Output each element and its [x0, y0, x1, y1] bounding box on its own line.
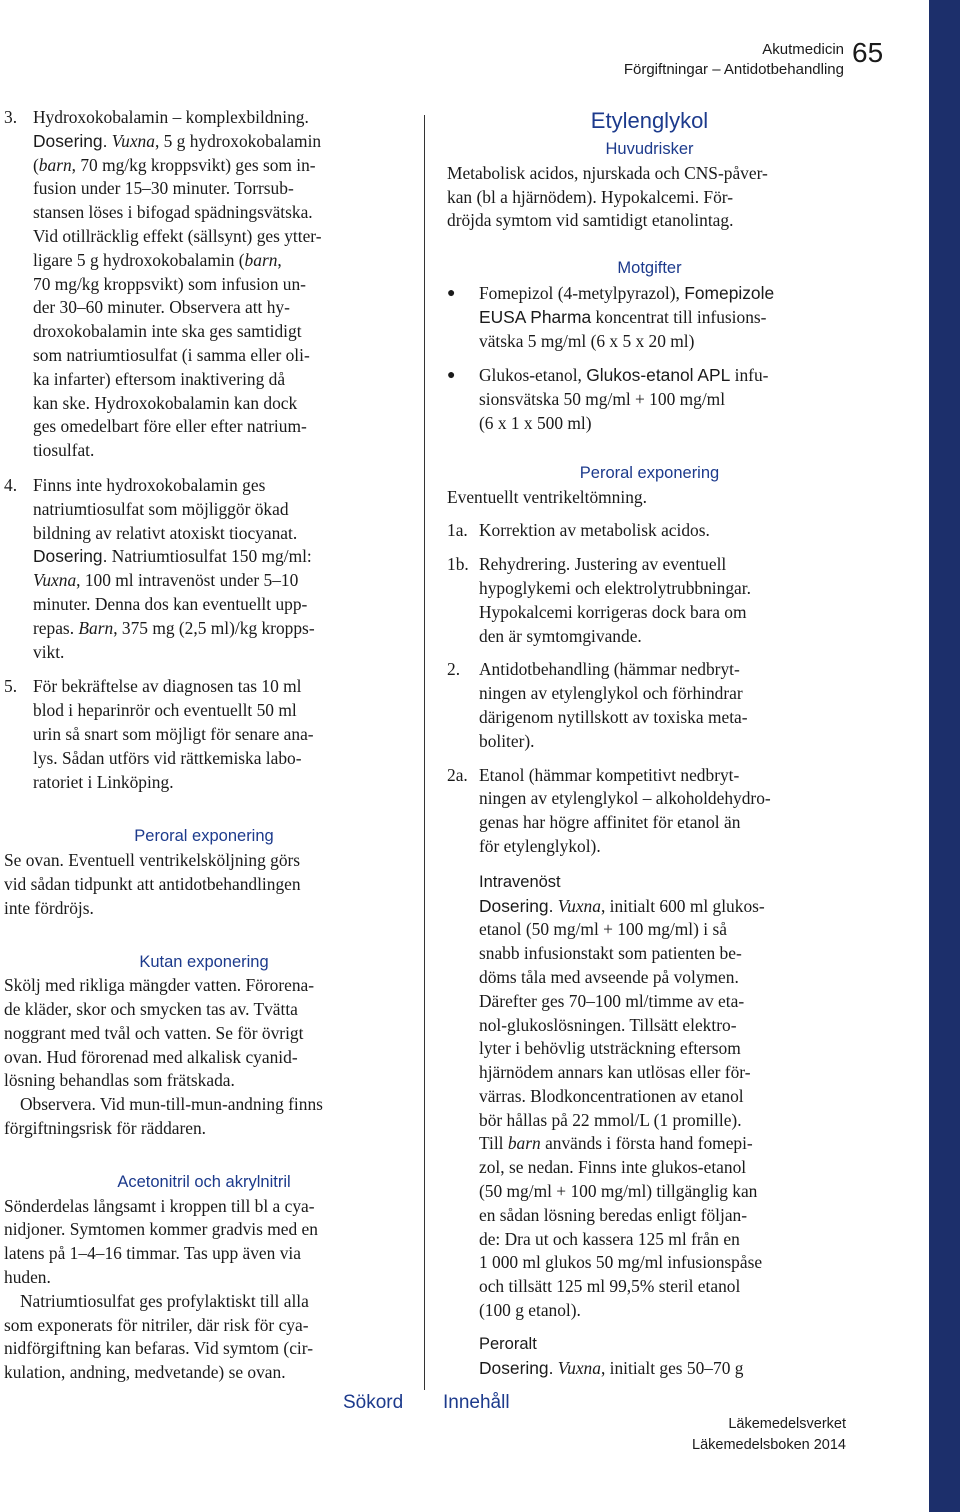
text-line: , 100 ml intravenöst under 5–10 — [76, 570, 299, 591]
text-line: Antidotbehandling (hämmar nedbryt- — [479, 659, 740, 680]
text-line: Glukos-etanol, — [479, 365, 587, 386]
text-line: natriumtiosulfat som möjliggör ökad — [33, 498, 289, 519]
text-line: Se ovan. Eventuell ventrikelsköljning görs — [4, 850, 301, 871]
text-line: för etylenglykol). — [479, 835, 601, 856]
text-line: , initialt 600 ml glukos- — [600, 895, 765, 916]
text-line: ges omedelbart före eller efter natrium- — [33, 416, 307, 437]
text-line: huden. — [4, 1267, 51, 1288]
antidote-item — [447, 364, 852, 435]
intravenous-block — [447, 871, 852, 1381]
list-number: 5. — [4, 676, 18, 697]
text-line: Till — [479, 1133, 508, 1154]
text-line: ningen av etylenglykol och förhindrar — [479, 683, 743, 704]
text-line: bör hållas på 22 mmol/L (1 promille). — [479, 1109, 742, 1130]
text-line: minuter. Denna dos kan eventuellt upp- — [33, 593, 308, 614]
text-line: koncentrat till infusions- — [591, 306, 767, 327]
text-line: För bekräftelse av diagnosen tas 10 ml — [33, 676, 302, 697]
text-line: Eventuellt ventrikeltömning. — [447, 486, 647, 507]
step-number: 1b. — [447, 554, 469, 575]
text-italic: barn — [507, 1133, 541, 1154]
text-line: 70 mg/kg kroppsvikt) som infusion un- — [33, 273, 306, 294]
product-name: Fomepizole — [684, 282, 775, 303]
text-line: ka infarter) eftersom inaktivering då — [33, 368, 286, 389]
text-italic: Vuxna — [557, 895, 601, 916]
text-line: , 5 g hydroxokobalamin — [154, 130, 322, 151]
step-item — [447, 553, 852, 648]
text-line: lösning behandlas som frätskada. — [4, 1070, 235, 1091]
text-italic: barn — [244, 249, 278, 270]
text-line: Vid otillräcklig effekt (sällsynt) ges ytter- — [33, 225, 322, 246]
text-line: , — [277, 249, 282, 270]
text-line: värras. Blodkoncentrationen av etanol — [479, 1085, 744, 1106]
bullet-icon: ● — [447, 285, 456, 301]
text-line: sionsvätska 50 mg/ml + 100 mg/ml — [479, 389, 726, 410]
text-line: Skölj med rikliga mängder vatten. Förorena- — [4, 975, 315, 996]
text-line: ( — [33, 154, 39, 175]
step-item — [447, 764, 852, 859]
text-line: Finns inte hydroxokobalamin ges — [33, 474, 266, 495]
text-line: infu- — [730, 365, 769, 386]
text-italic: Vuxna — [33, 570, 77, 591]
text-line: nidjoner. Symtomen kommer gradvis med en — [4, 1219, 318, 1240]
text-line: döms tåla med avseende på volymen. — [479, 966, 739, 987]
text-line: ratoriet i Linköping. — [33, 771, 174, 792]
footer-publisher: Läkemedelsverket — [728, 1416, 846, 1432]
contents-link[interactable]: Innehåll — [443, 1392, 510, 1413]
product-name: EUSA Pharma — [479, 306, 592, 327]
text-line: (100 g etanol). — [479, 1300, 581, 1321]
text-italic: Vuxna — [557, 1357, 601, 1378]
step-number: 2a. — [447, 764, 468, 785]
text-line: droxokobalamin inte ska ges samtidigt — [33, 321, 302, 342]
text-line: Natriumtiosulfat ges profylaktiskt till alla — [20, 1290, 309, 1311]
text-line: ligare 5 g hydroxokobalamin ( — [33, 249, 245, 270]
step-number: 2. — [447, 659, 461, 680]
heading-peroral: Peroralt — [479, 1334, 537, 1353]
list-number: 4. — [4, 474, 18, 495]
text-line: kulation, andning, medvetande) se ovan. — [4, 1362, 286, 1383]
text-line: nol-glukoslösningen. Tillsätt elektro- — [479, 1014, 737, 1035]
text-line: inte fördröjs. — [4, 897, 94, 918]
text-line: , initialt ges 50–70 g — [600, 1357, 744, 1378]
text-line: lyter i behövlig utsträckning eftersom — [479, 1038, 741, 1059]
heading-intravenous: Intravenöst — [479, 872, 561, 891]
text-line: dröjda symtom vid samtidigt etanolintag. — [447, 210, 734, 231]
text-line: de: Dra ut och kassera 125 ml från en — [479, 1228, 740, 1249]
text-line: ovan. Hud förorenad med alkalisk cyanid- — [4, 1046, 298, 1067]
text-line: nidförgiftning kan befaras. Vid symtom (cir- — [4, 1338, 313, 1359]
text-line: Etanol (hämmar kompetitivt nedbryt- — [479, 764, 740, 785]
text-line: en sådan lösning beredas enligt följan- — [479, 1204, 748, 1225]
text-line: tiosulfat. — [33, 440, 95, 461]
heading-acetonitrile: Acetonitril och akrylnitril — [117, 1172, 291, 1191]
text-line: (50 mg/ml + 100 mg/ml) tillgänglig kan — [479, 1181, 758, 1202]
text-line: latens på 1–4–16 timmar. Tas upp även via — [4, 1243, 301, 1264]
header-section: Akutmedicin — [762, 41, 844, 58]
dosage-label: Dosering. — [479, 895, 554, 916]
text-line: Natriumtiosulfat 150 mg/ml: — [107, 546, 312, 567]
text-line: Hypokalcemi korrigeras dock bara om — [479, 601, 747, 622]
index-link[interactable]: Sökord — [343, 1392, 404, 1413]
list-item-5 — [4, 675, 404, 794]
text-line: Observera. Vid mun-till-mun-andning finns — [20, 1094, 323, 1115]
text-italic: barn — [38, 154, 72, 175]
bullet-icon: ● — [447, 368, 456, 384]
text-line: kan (bl a hjärnödem). Hypokalcemi. För- — [447, 186, 734, 207]
text-line: och tillsätt 125 ml 99,5% steril etanol — [479, 1276, 741, 1297]
text-line: fusion under 15–30 minuter. Torrsub- — [33, 178, 294, 199]
text-line: , 375 mg (2,5 ml)/kg kropps- — [113, 617, 315, 638]
text-line: bildning av relativt atoxiskt tiocyanat. — [33, 522, 298, 543]
antidote-item — [447, 282, 852, 353]
text-line: förgiftningsrisk för räddaren. — [4, 1118, 207, 1139]
text-line: kan ske. Hydroxokobalamin kan dock — [33, 392, 298, 413]
text-line: vid sådan tidpunkt att antidotbehandlingen — [4, 873, 301, 894]
text-line: stansen löses i bifogad spädningsvätska. — [33, 202, 313, 223]
header-subsection: Förgiftningar – Antidotbehandling — [623, 61, 844, 78]
text-line: lys. Sådan utförs vid rättkemiska labo- — [33, 747, 302, 768]
list-item-4 — [4, 474, 404, 664]
text-line: Rehydrering. Justering av eventuell — [479, 554, 727, 575]
heading-peroral-exposure: Peroral exponering — [579, 463, 720, 482]
text-line: ningen av etylenglykol – alkoholdehydro- — [479, 788, 771, 809]
heading-antidotes: Motgifter — [617, 259, 682, 278]
footer-book: Läkemedelsboken 2014 — [692, 1437, 846, 1453]
text-line: Sönderdelas långsamt i kroppen till bl a cya- — [4, 1195, 315, 1216]
heading-main-risks: Huvudrisker — [605, 140, 694, 158]
text-line: zol, se nedan. Finns inte glukos-etanol — [479, 1157, 747, 1178]
left-column — [4, 106, 404, 1385]
heading-skin-exposure: Kutan exponering — [139, 952, 269, 971]
text-line: etanol (50 mg/ml + 100 mg/ml) i så — [479, 919, 727, 940]
text-line: der 30–60 minuter. Observera att hy- — [33, 297, 290, 318]
text-line: , 70 mg/kg kroppsvikt) ges som in- — [71, 154, 316, 175]
text-line: därigenom nytillskott av toxiska meta- — [479, 706, 748, 727]
dosage-label: Dosering. — [33, 546, 108, 567]
text-line: snabb infusionstakt som patienten be- — [479, 943, 742, 964]
text-line: blod i heparinrör och eventuellt 50 ml — [33, 700, 297, 721]
text-line: noggrant med tvål och vatten. Se för övrigt — [4, 1022, 304, 1043]
list-item-3 — [4, 106, 404, 463]
text-line: Därefter ges 70–100 ml/timme av eta- — [479, 990, 745, 1011]
text-line: vätska 5 mg/ml (6 x 5 x 20 ml) — [479, 330, 695, 351]
text-line: vikt. — [33, 641, 65, 662]
text-line: Hydroxokobalamin – komplexbildning. — [33, 107, 309, 127]
list-number: 3. — [4, 107, 18, 127]
dosage-label: Dosering. — [479, 1357, 554, 1378]
text-line: genas har högre affinitet för etanol än — [479, 812, 741, 833]
side-color-bar — [929, 0, 960, 1512]
column-divider — [424, 115, 425, 1390]
text-line: (6 x 1 x 500 ml) — [479, 412, 592, 433]
heading-peroral-exposure: Peroral exponering — [134, 827, 274, 846]
text-line: används i första hand fomepi- — [540, 1133, 753, 1154]
dosage-label: Dosering. — [33, 130, 108, 151]
text-italic: Barn — [78, 617, 114, 638]
step-item — [447, 519, 852, 543]
text-line: som exponerats för nitriler, där risk för cya- — [4, 1314, 309, 1335]
text-line: Fomepizol (4-metylpyrazol), — [479, 282, 685, 303]
text-line: hjärnödem annars kan utlösas eller för- — [479, 1062, 751, 1083]
text-line: urin så snart som möjligt för senare ana- — [33, 723, 314, 744]
text-line: repas. — [33, 617, 79, 638]
text-line: 1 000 ml glukos 50 mg/ml infusionspåse — [479, 1252, 763, 1273]
right-column — [447, 106, 852, 1380]
section-title: Etylenglykol — [590, 108, 709, 133]
product-name: Glukos-etanol APL — [586, 365, 731, 386]
text-line: Korrektion av metabolisk acidos. — [479, 520, 710, 541]
step-number: 1a. — [447, 520, 468, 541]
text-line: boliter). — [479, 730, 535, 751]
text-line: de kläder, skor och smycken tas av. Tvätta — [4, 999, 298, 1020]
page-number: 65 — [852, 37, 884, 68]
text-line: den är symtomgivande. — [479, 625, 642, 646]
running-header — [624, 40, 844, 80]
text-line: Metabolisk acidos, njurskada och CNS-påver- — [447, 162, 768, 183]
text-line: som natriumtiosulfat (i samma eller oli- — [33, 344, 310, 365]
text-line: hypoglykemi och elektrolytrubbningar. — [479, 577, 751, 598]
text-italic: Vuxna — [111, 130, 155, 151]
step-item — [447, 658, 852, 753]
